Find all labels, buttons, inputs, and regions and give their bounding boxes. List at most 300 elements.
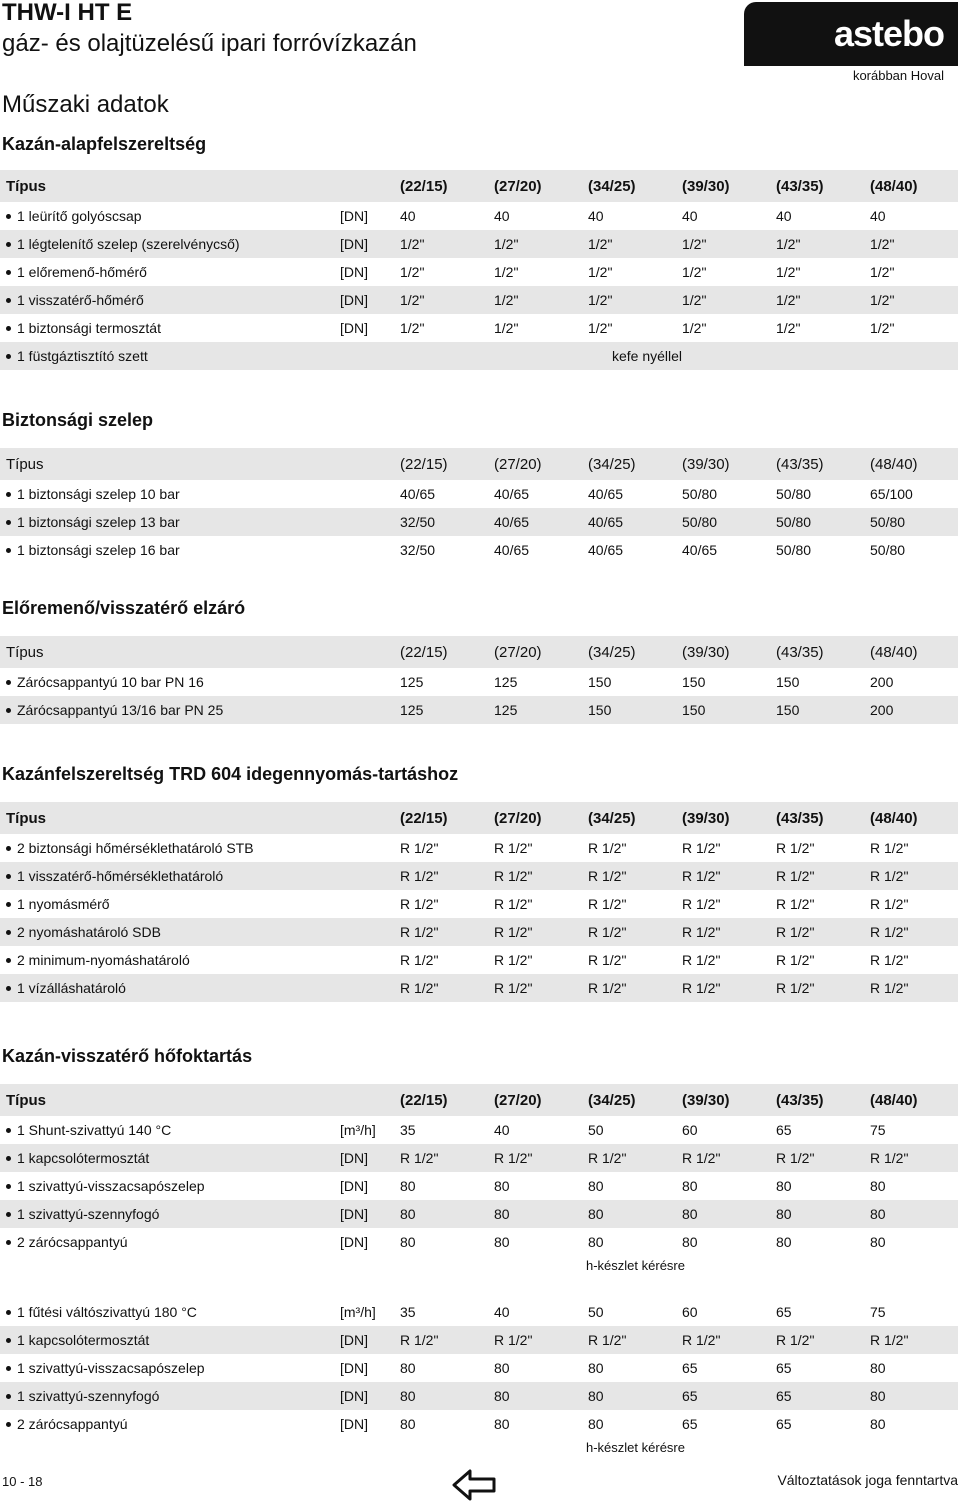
column-header: (34/25) [576,448,670,480]
row-value: R 1/2" [682,840,721,856]
column-header: (39/30) [670,170,764,202]
row-value: R 1/2" [670,862,764,890]
type-header: Típus [0,1084,340,1116]
row-value: 65 [682,1416,698,1432]
row-unit: [DN] [340,1144,388,1172]
bullet-icon [6,1240,11,1245]
row-value: 80 [588,1178,604,1194]
row-value: R 1/2" [388,1144,482,1172]
row-value: 1/2" [858,286,958,314]
row-value: 80 [870,1360,886,1376]
row-name: 2 biztonsági hőmérséklethatároló STB [17,840,254,856]
row-value: 40/65 [494,542,530,558]
row-value: 40 [682,208,698,224]
row-label [0,1144,340,1172]
row-label [0,258,340,286]
row-value: 1/2" [482,286,576,314]
spec-table [0,448,958,564]
row-name: 1 füstgáztisztító szett [17,348,148,364]
row-value: R 1/2" [576,974,670,1002]
row-label [0,1326,340,1354]
row-value: R 1/2" [388,1326,482,1354]
column-header: (22/15) [388,448,482,480]
row-value: R 1/2" [400,840,439,856]
row-value: 150 [670,696,764,724]
row-value: 80 [870,1178,886,1194]
subtitle: gáz- és olajtüzelésű ipari forróvízkazán [2,30,417,57]
row-value: 65/100 [870,486,913,502]
row-name: 1 biztonsági termosztát [17,320,161,336]
row-name: 1 visszatérő-hőmérő [17,292,144,308]
type-header: Típus [0,170,340,202]
row-value: 1/2" [482,230,576,258]
bullet-icon [6,1338,11,1343]
row-value: 50/80 [776,542,812,558]
row-label [0,536,340,564]
row-value: 1/2" [776,320,801,336]
row-unit: [DN] [340,1326,388,1354]
row-label [0,862,340,890]
row-unit [340,668,388,696]
column-header: (39/30) [670,636,764,668]
row-unit [340,890,388,918]
row-label [0,480,340,508]
row-value: 125 [482,696,576,724]
row-value: 80 [482,1200,576,1228]
row-unit: [DN] [340,1178,368,1194]
table-header-row [0,802,958,834]
row-value: 60 [682,1304,698,1320]
table-row [0,1116,958,1144]
row-value: R 1/2" [494,952,533,968]
spec-table [0,636,958,724]
bullet-icon [6,1156,11,1161]
row-value: R 1/2" [764,918,858,946]
row-label [0,1382,340,1410]
row-value: R 1/2" [764,862,858,890]
unit-header [340,636,388,668]
row-value: R 1/2" [670,1326,764,1354]
row-value: 50/80 [858,508,958,536]
row-value: 75 [870,1122,886,1138]
row-value: 150 [576,696,670,724]
column-header: (48/40) [858,448,958,480]
row-label [0,1172,340,1200]
row-name: 2 zárócsappantyú [17,1234,128,1250]
row-label [0,286,340,314]
note-text: h-készlet kérésre [586,1440,685,1455]
table-row [0,1410,958,1438]
row-label [0,974,340,1002]
row-label [0,314,340,342]
row-name: Zárócsappantyú 10 bar PN 16 [17,674,204,690]
column-header: (22/15) [388,636,482,668]
row-name: 2 zárócsappantyú [17,1416,128,1432]
row-unit [340,946,388,974]
bullet-icon [6,214,11,219]
section-0 [0,132,958,370]
row-label [0,342,340,370]
table-row [0,314,958,342]
row-name: 1 biztonsági szelep 13 bar [17,514,180,530]
row-value: 80 [400,1178,416,1194]
row-value: 40/65 [576,508,670,536]
section-1 [0,408,958,564]
row-value: 1/2" [870,320,895,336]
row-unit: [DN] [340,1360,368,1376]
bullet-icon [6,242,11,247]
row-value: R 1/2" [764,974,858,1002]
column-header: (34/25) [576,170,670,202]
row-label [0,508,340,536]
unit-header [340,1084,388,1116]
row-value: 80 [400,1360,416,1376]
row-value: R 1/2" [858,918,958,946]
row-value: 1/2" [388,286,482,314]
column-header: (48/40) [858,1084,958,1116]
row-value: 80 [400,1234,416,1250]
row-value: 1/2" [494,264,519,280]
row-value: 40 [494,208,510,224]
row-value: R 1/2" [588,896,627,912]
bullet-icon [6,354,11,359]
bullet-icon [6,1184,11,1189]
row-value: R 1/2" [576,1326,670,1354]
section-title: Biztonsági szelep [2,410,154,430]
unit-header [340,448,388,480]
row-value: R 1/2" [576,1144,670,1172]
bullet-icon [6,326,11,331]
row-unit [340,974,388,1002]
row-unit: [DN] [340,1200,388,1228]
row-label [0,668,340,696]
row-value: 200 [858,696,958,724]
row-value: 80 [494,1416,510,1432]
bullet-icon [6,986,11,991]
table-row [0,1354,958,1382]
row-value: 80 [870,1234,886,1250]
row-value: 80 [494,1234,510,1250]
row-value: 40/65 [588,542,624,558]
back-arrow-icon[interactable] [452,1468,496,1502]
bullet-icon [6,298,11,303]
row-name: 1 Shunt-szivattyú 140 °C [17,1122,172,1138]
row-value: R 1/2" [682,952,721,968]
group-gap [0,1276,958,1298]
row-value: 1/2" [682,264,707,280]
row-label [0,1116,340,1144]
row-name: 1 szivattyú-szennyfogó [17,1388,160,1404]
table-row [0,1382,958,1410]
table-row [0,974,958,1002]
row-name: 1 kapcsolótermosztát [17,1332,150,1348]
row-value: 1/2" [682,320,707,336]
row-value: 125 [388,696,482,724]
row-value: 32/50 [388,508,482,536]
table-row [0,918,958,946]
row-value: 50/80 [776,486,812,502]
bullet-icon [6,680,11,685]
row-value: 125 [400,674,424,690]
row-value: 80 [682,1178,698,1194]
row-value: 50/80 [670,508,764,536]
table-row [0,1200,958,1228]
row-value: 80 [482,1382,576,1410]
row-value: 40/65 [482,508,576,536]
table-row [0,342,958,370]
row-value: 65 [764,1382,858,1410]
row-value: 40 [870,208,886,224]
row-value: R 1/2" [576,862,670,890]
row-value: R 1/2" [494,840,533,856]
row-value: 1/2" [670,286,764,314]
table-row [0,286,958,314]
row-value: R 1/2" [776,952,815,968]
row-value: R 1/2" [764,1144,858,1172]
table-header-row [0,1084,958,1116]
row-value: R 1/2" [764,1326,858,1354]
row-value: 50/80 [764,508,858,536]
section-title: Előremenő/visszatérő elzáró [2,598,246,618]
row-value: 1/2" [388,230,482,258]
row-value: 65 [776,1304,792,1320]
row-value: 40 [400,208,416,224]
section-2 [0,596,958,724]
row-value: 75 [870,1304,886,1320]
row-value: 65 [776,1360,792,1376]
row-value: 80 [388,1382,482,1410]
model-title: THW-I HT E [2,0,133,26]
column-header: (48/40) [858,170,958,202]
section-spacer [0,786,958,802]
row-label [0,918,340,946]
bullet-icon [6,270,11,275]
row-name: 1 szivattyú-szennyfogó [17,1206,160,1222]
unit-header [340,170,388,202]
row-value: R 1/2" [388,974,482,1002]
section-title: Kazánfelszereltség TRD 604 idegennyomás-tartáshoz [2,764,459,784]
section-4 [0,1044,958,1458]
row-value: 80 [588,1234,604,1250]
row-value: 40 [588,208,604,224]
row-value: 32/50 [400,542,436,558]
column-header: (48/40) [858,802,958,834]
row-value: R 1/2" [482,918,576,946]
logo-text: astebo [833,13,944,54]
column-header: (27/20) [482,802,576,834]
row-value: R 1/2" [776,896,815,912]
section-title: Kazán-alapfelszereltség [2,134,207,154]
row-value: 80 [858,1382,958,1410]
row-value: 1/2" [858,230,958,258]
section-spacer [0,1068,958,1084]
doc-title: Műszaki adatok [2,91,169,118]
table-row [0,834,958,862]
row-label [0,834,340,862]
row-unit: [DN] [340,320,368,336]
table-row [0,1144,958,1172]
row-name: 2 nyomáshatároló SDB [17,924,161,940]
row-value: 1/2" [494,320,519,336]
row-value: 1/2" [670,230,764,258]
row-value: R 1/2" [858,1144,958,1172]
row-name: 2 minimum-nyomáshatároló [17,952,190,968]
row-unit: [DN] [340,1382,388,1410]
bullet-icon [6,1128,11,1133]
column-header: (22/15) [388,802,482,834]
column-header: (43/35) [764,1084,858,1116]
row-value: 150 [588,674,612,690]
row-value: R 1/2" [670,918,764,946]
row-value: 1/2" [588,320,613,336]
row-value: 125 [494,674,518,690]
bullet-icon [6,548,11,553]
type-header: Típus [0,448,340,480]
type-header: Típus [0,802,340,834]
bullet-icon [6,958,11,963]
row-value: 60 [682,1122,698,1138]
row-value: 50 [588,1304,604,1320]
row-value: 80 [858,1200,958,1228]
row-value: 80 [576,1382,670,1410]
row-value: 65 [670,1382,764,1410]
row-unit: [DN] [340,264,368,280]
table-row [0,862,958,890]
row-value: 1/2" [400,264,425,280]
row-value: 50/80 [870,542,906,558]
row-value: 1/2" [870,264,895,280]
row-unit [340,536,388,564]
spec-table [0,1084,958,1256]
row-label [0,202,340,230]
table-header-row [0,170,958,202]
column-header: (27/20) [482,448,576,480]
row-value: R 1/2" [670,974,764,1002]
row-name: 1 nyomásmérő [17,896,110,912]
column-header: (39/30) [670,448,764,480]
bullet-icon [6,1212,11,1217]
spec-table [0,802,958,1002]
table-row [0,890,958,918]
row-value: R 1/2" [482,974,576,1002]
row-label [0,696,340,724]
row-value: 40/65 [494,486,530,502]
table-row [0,230,958,258]
row-value: R 1/2" [588,952,627,968]
section-spacer [0,620,958,636]
row-unit: [DN] [340,230,388,258]
note-text: h-készlet kérésre [586,1258,685,1273]
row-value: 1/2" [400,320,425,336]
row-unit: [m³/h] [340,1304,376,1320]
row-unit: [DN] [340,1416,368,1432]
table-row [0,1228,958,1256]
row-value: 1/2" [764,230,858,258]
row-label [0,1228,340,1256]
row-value: R 1/2" [388,862,482,890]
row-unit [340,862,388,890]
row-label [0,1410,340,1438]
row-value: R 1/2" [494,896,533,912]
section-spacer [0,156,958,170]
brand-logo [744,2,958,66]
row-label [0,946,340,974]
bullet-icon [6,520,11,525]
row-label [0,1354,340,1382]
row-value: 1/2" [764,286,858,314]
row-value: R 1/2" [576,918,670,946]
bullet-icon [6,846,11,851]
row-label [0,1298,340,1326]
table-row [0,508,958,536]
row-value: 50 [588,1122,604,1138]
page-number: 10 - 18 [2,1474,43,1489]
row-value: R 1/2" [400,952,439,968]
row-value: 80 [764,1200,858,1228]
column-header: (43/35) [764,636,858,668]
row-unit: [m³/h] [340,1122,376,1138]
row-name: 1 légtelenítő szelep (szerelvénycső) [17,236,240,252]
row-value: 65 [776,1416,792,1432]
table-row [0,696,958,724]
column-header: (39/30) [670,1084,764,1116]
row-value: R 1/2" [400,896,439,912]
row-name: 1 fűtési váltószivattyú 180 °C [17,1304,197,1320]
row-name: 1 leürítő golyóscsap [17,208,142,224]
row-value: 65 [682,1360,698,1376]
row-value: R 1/2" [858,974,958,1002]
table-row [0,258,958,286]
row-value: 1/2" [588,264,613,280]
row-value: R 1/2" [870,952,909,968]
column-header: (22/15) [388,170,482,202]
table-row [0,480,958,508]
column-header: (43/35) [764,802,858,834]
table-row [0,668,958,696]
row-value: R 1/2" [870,840,909,856]
row-unit: [DN] [340,286,388,314]
row-value: 35 [400,1304,416,1320]
row-unit [340,342,388,370]
row-value: R 1/2" [388,918,482,946]
row-value: 80 [682,1234,698,1250]
table-row [0,1298,958,1326]
row-name: 1 vízálláshatároló [17,980,126,996]
logo-subtitle: korábban Hoval [852,68,944,83]
row-value: 80 [588,1416,604,1432]
row-value: 80 [588,1360,604,1376]
row-value: 40/65 [400,486,436,502]
row-value: 1/2" [576,230,670,258]
column-header: (43/35) [764,170,858,202]
row-label [0,890,340,918]
row-value: R 1/2" [482,1326,576,1354]
row-value: 80 [776,1178,792,1194]
row-name: 1 biztonsági szelep 16 bar [17,542,180,558]
column-header: (48/40) [858,636,958,668]
column-header: (27/20) [482,170,576,202]
row-value: 1/2" [776,264,801,280]
row-value: 40/65 [682,542,718,558]
row-value: 150 [682,674,706,690]
row-value: 150 [776,674,800,690]
row-value: 80 [776,1234,792,1250]
column-header: (34/25) [576,636,670,668]
row-value: R 1/2" [588,840,627,856]
column-header: (34/25) [576,1084,670,1116]
table-row [0,202,958,230]
row-name: 1 visszatérő-hőmérséklethatároló [17,868,224,884]
